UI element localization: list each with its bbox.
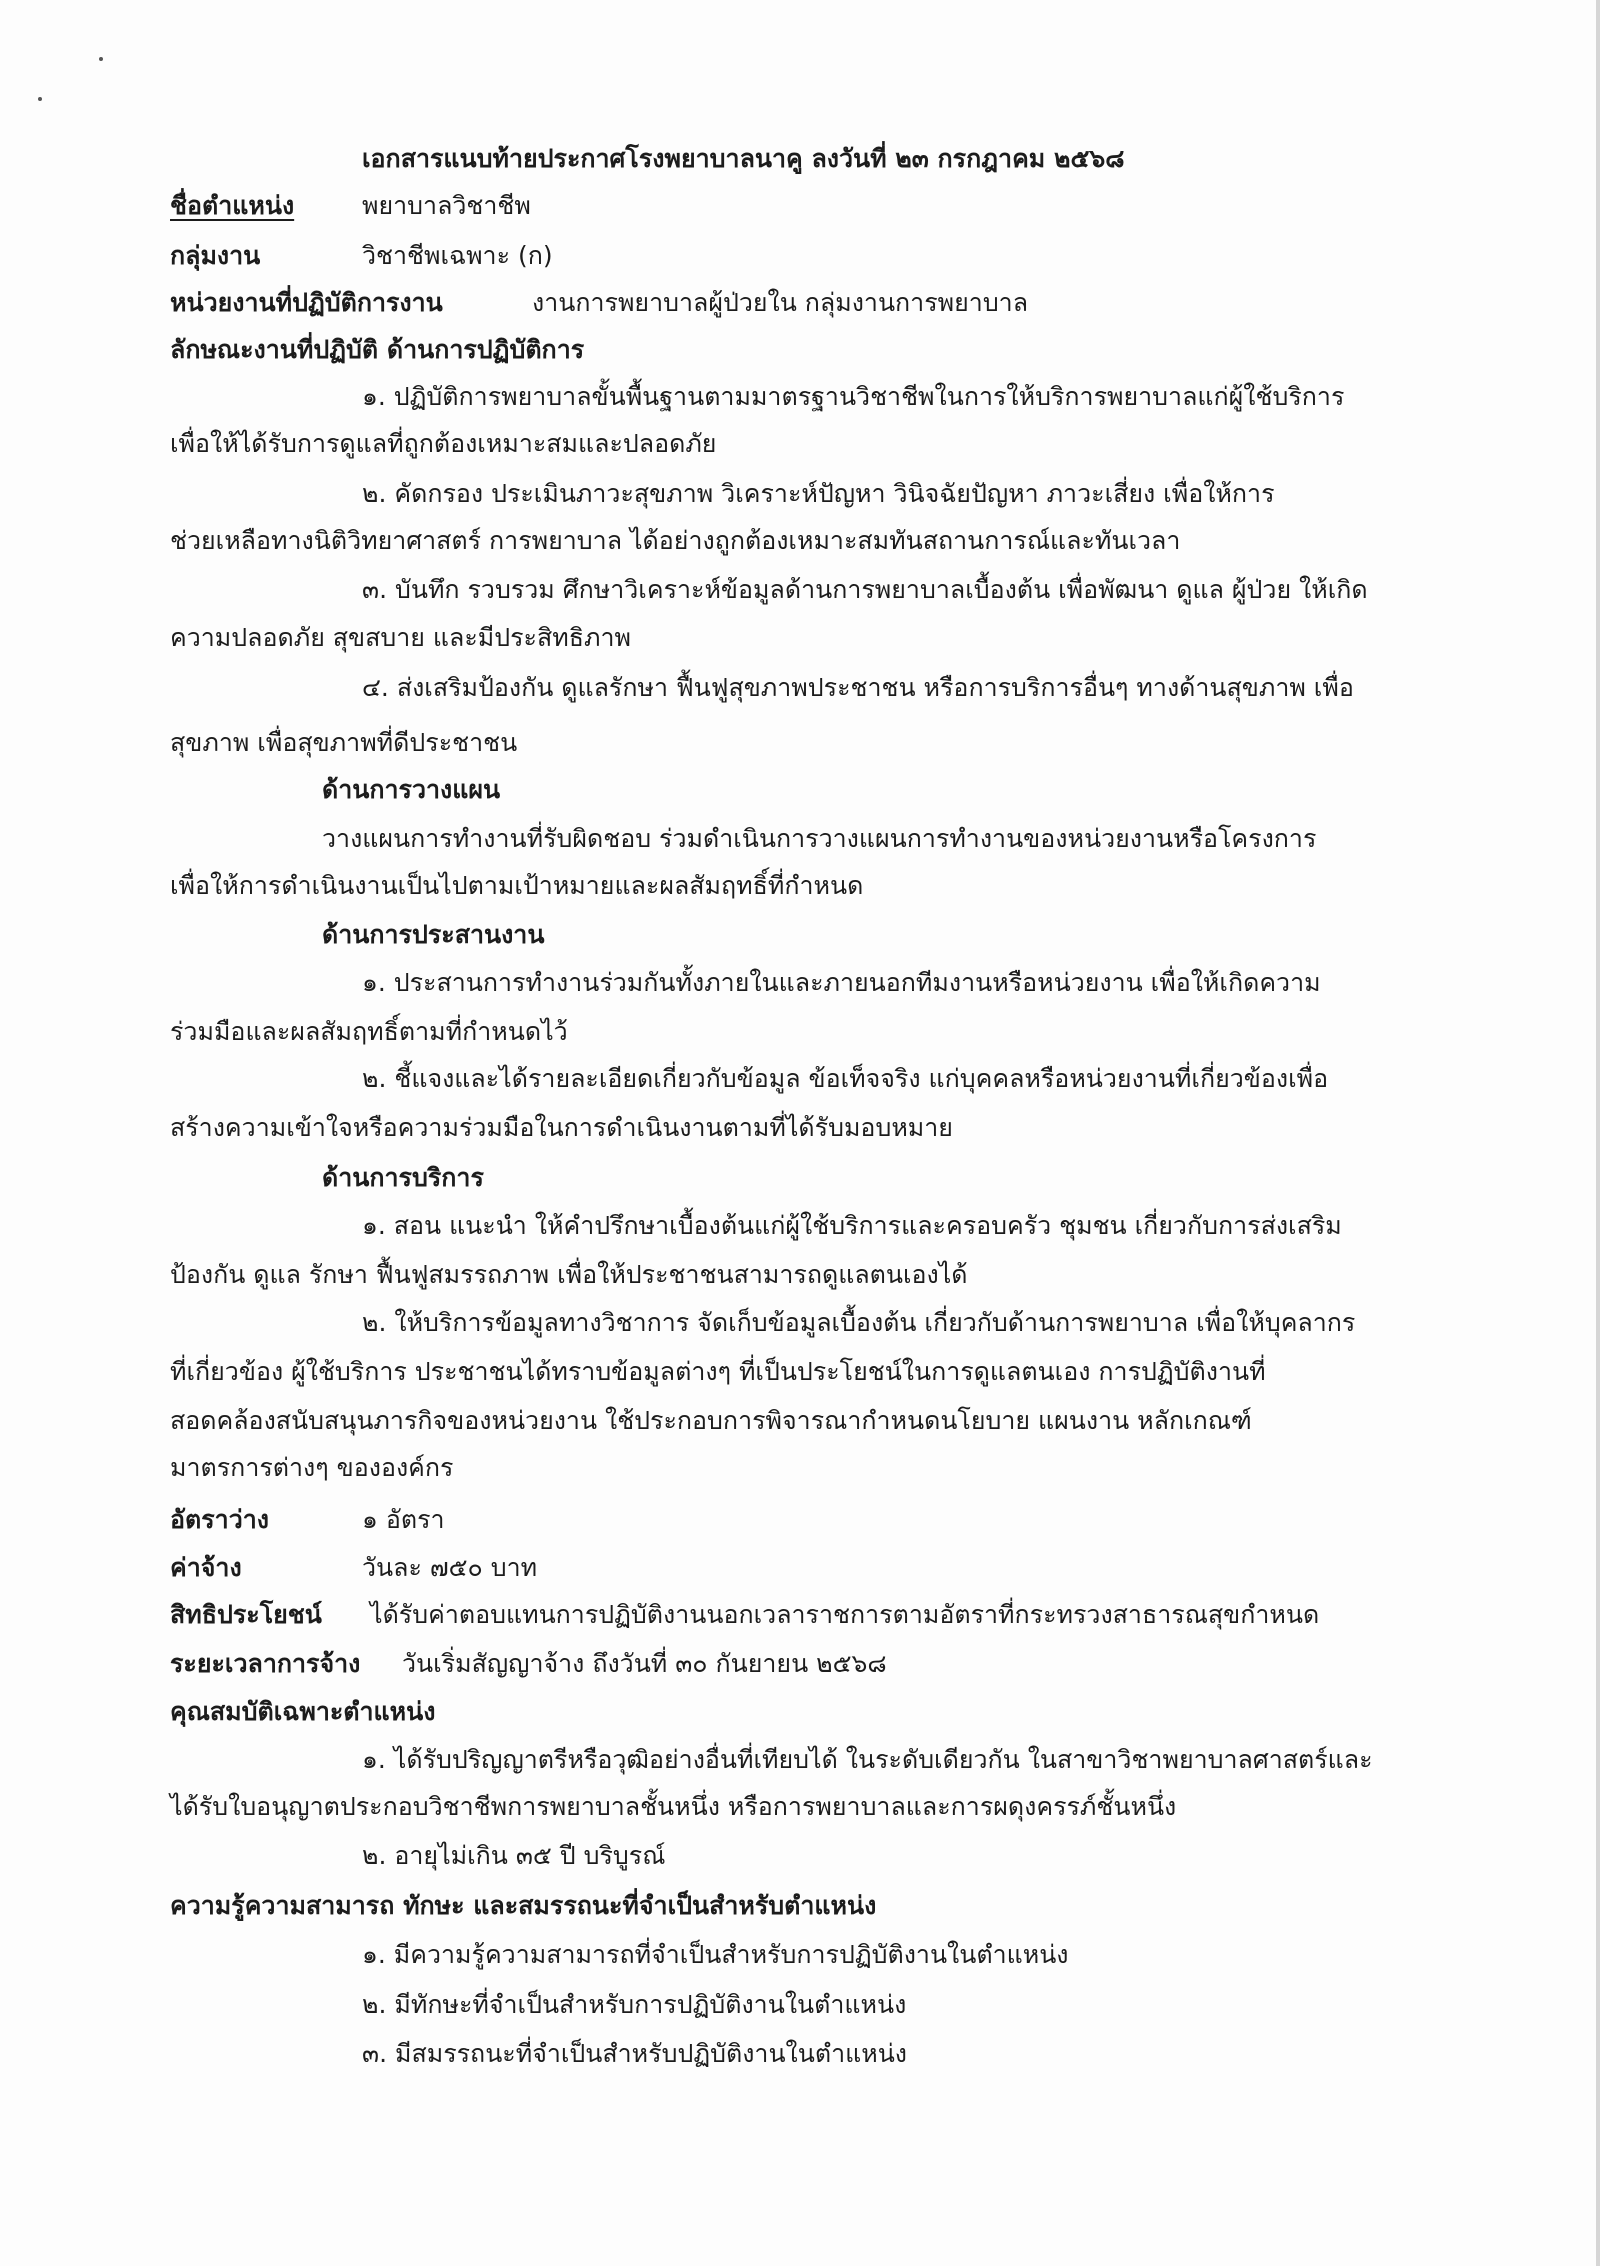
operations-item-3-line-2: ความปลอดภัย สุขสบาย และมีประสิทธิภาพ	[170, 623, 631, 652]
vacancy-value: ๑ อัตรา	[362, 1505, 445, 1534]
unit-label: หน่วยงานที่ปฏิบัติการงาน	[170, 288, 443, 317]
operations-item-2-line-2: ช่วยเหลือทางนิติวิทยาศาสตร์ การพยาบาล ได้อย่างถูกต้องเหมาะสมทันสถานการณ์และทันเวลา	[170, 526, 1181, 555]
service-item-2-line-1: ๒. ให้บริการข้อมูลทางวิชาการ จัดเก็บข้อมูลเบื้องต้น เกี่ยวกับด้านการพยาบาล เพื่อให้บุคลากร	[362, 1308, 1356, 1337]
competencies-item-3: ๓. มีสมรรถนะที่จำเป็นสำหรับปฏิบัติงานในตำแหน่ง	[362, 2039, 908, 2068]
competencies-item-1: ๑. มีความรู้ความสามารถที่จำเป็นสำหรับการปฏิบัติงานในตำแหน่ง	[362, 1940, 1069, 1969]
page-edge-shadow	[1596, 0, 1600, 2266]
position-value: พยาบาลวิชาชีพ	[362, 191, 531, 220]
coordination-item-2-line-1: ๒. ชี้แจงและได้รายละเอียดเกี่ยวกับข้อมูล ข้อเท็จจริง แก่บุคคลหรือหน่วยงานที่เกี่ยวข้องเพื่อ	[362, 1064, 1329, 1093]
coordination-item-1-line-1: ๑. ประสานการทำงานร่วมกันทั้งภายในและภายนอกทีมงานหรือหน่วยงาน เพื่อให้เกิดความ	[362, 968, 1321, 997]
period-label: ระยะเวลาการจ้าง	[170, 1649, 361, 1678]
operations-item-3-line-1: ๓. บันทึก รวบรวม ศึกษาวิเคราะห์ข้อมูลด้านการพยาบาลเบื้องต้น เพื่อพัฒนา ดูแล ผู้ป่วย ให้เกิด	[362, 575, 1368, 604]
duties-heading: ลักษณะงานที่ปฏิบัติ ด้านการปฏิบัติการ	[170, 335, 585, 364]
operations-item-2-line-1: ๒. คัดกรอง ประเมินภาวะสุขภาพ วิเคราะห์ปัญหา วินิจฉัยปัญหา ภาวะเสี่ยง เพื่อให้การ	[362, 479, 1275, 508]
service-item-1-line-2: ป้องกัน ดูแล รักษา ฟื้นฟูสมรรถภาพ เพื่อให้ประชาชนสามารถดูแลตนเองได้	[170, 1260, 968, 1289]
group-label: กลุ่มงาน	[170, 241, 261, 270]
period-value: วันเริ่มสัญญาจ้าง ถึงวันที่ ๓๐ กันยายน ๒๕๖๘	[402, 1649, 887, 1678]
position-label: ชื่อตำแหน่ง	[170, 191, 295, 220]
qualifications-heading: คุณสมบัติเฉพาะตำแหน่ง	[170, 1697, 436, 1726]
group-value: วิชาชีพเฉพาะ (ก)	[362, 241, 553, 270]
operations-item-4-line-2: สุขภาพ เพื่อสุขภาพที่ดีประชาชน	[170, 728, 518, 757]
operations-item-4-line-1: ๔. ส่งเสริมป้องกัน ดูแลรักษา ฟื้นฟูสุขภาพประชาชน หรือการบริการอื่นๆ ทางด้านสุขภาพ เพื่อ	[362, 673, 1354, 702]
service-item-1-line-1: ๑. สอน แนะนำ ให้คำปรึกษาเบื้องต้นแก่ผู้ใช้บริการและครอบครัว ชุมชน เกี่ยวกับการส่งเสริม	[362, 1211, 1342, 1240]
benefits-label: สิทธิประโยชน์	[170, 1600, 322, 1629]
planning-line-1: วางแผนการทำงานที่รับผิดชอบ ร่วมดำเนินการวางแผนการทำงานของหน่วยงานหรือโครงการ	[322, 824, 1317, 853]
unit-value: งานการพยาบาลผู้ป่วยใน กลุ่มงานการพยาบาล	[532, 288, 1029, 317]
qualifications-item-2: ๒. อายุไม่เกิน ๓๕ ปี บริบูรณ์	[362, 1841, 666, 1870]
wage-value: วันละ ๗๕๐ บาท	[362, 1553, 538, 1582]
coordination-item-1-line-2: ร่วมมือและผลสัมฤทธิ์ตามที่กำหนดไว้	[170, 1017, 568, 1046]
scan-speck	[99, 57, 103, 61]
service-item-2-line-3: สอดคล้องสนับสนุนภารกิจของหน่วยงาน ใช้ประกอบการพิจารณากำหนดนโยบาย แผนงาน หลักเกณฑ์	[170, 1406, 1252, 1435]
service-heading: ด้านการบริการ	[322, 1163, 484, 1192]
coordination-heading: ด้านการประสานงาน	[322, 920, 545, 949]
benefits-value: ได้รับค่าตอบแทนการปฏิบัติงานนอกเวลาราชการตามอัตราที่กระทรวงสาธารณสุขกำหนด	[370, 1600, 1320, 1629]
wage-label: ค่าจ้าง	[170, 1553, 242, 1582]
qualifications-item-1-line-2: ได้รับใบอนุญาตประกอบวิชาชีพการพยาบาลชั้นหนึ่ง หรือการพยาบาลและการผดุงครรภ์ชั้นหนึ่ง	[170, 1792, 1177, 1821]
service-item-2-line-2: ที่เกี่ยวข้อง ผู้ใช้บริการ ประชาชนได้ทราบข้อมูลต่างๆ ที่เป็นประโยชน์ในการดูแลตนเอง การปฏิบัติงานที่	[170, 1357, 1266, 1386]
planning-line-2: เพื่อให้การดำเนินงานเป็นไปตามเป้าหมายและผลสัมฤทธิ์ที่กำหนด	[170, 871, 864, 900]
service-item-2-line-4: มาตรการต่างๆ ขององค์กร	[170, 1453, 454, 1482]
scan-speck	[38, 97, 42, 101]
competencies-heading: ความรู้ความสามารถ ทักษะ และสมรรถนะที่จำเป็นสำหรับตำแหน่ง	[170, 1891, 877, 1920]
document-title: เอกสารแนบท้ายประกาศโรงพยาบาลนาคู ลงวันที่ ๒๓ กรกฎาคม ๒๕๖๘	[362, 144, 1125, 173]
coordination-item-2-line-2: สร้างความเข้าใจหรือความร่วมมือในการดำเนินงานตามที่ได้รับมอบหมาย	[170, 1113, 953, 1142]
operations-item-1-line-2: เพื่อให้ได้รับการดูแลที่ถูกต้องเหมาะสมและปลอดภัย	[170, 429, 717, 458]
planning-heading: ด้านการวางแผน	[322, 775, 501, 804]
vacancy-label: อัตราว่าง	[170, 1505, 269, 1534]
competencies-item-2: ๒. มีทักษะที่จำเป็นสำหรับการปฏิบัติงานในตำแหน่ง	[362, 1990, 907, 2019]
operations-item-1-line-1: ๑. ปฏิบัติการพยาบาลขั้นพื้นฐานตามมาตรฐานวิชาชีพในการให้บริการพยาบาลแก่ผู้ใช้บริการ	[362, 382, 1345, 411]
qualifications-item-1-line-1: ๑. ได้รับปริญญาตรีหรือวุฒิอย่างอื่นที่เทียบได้ ในระดับเดียวกัน ในสาขาวิชาพยาบาลศาสตร์และ	[362, 1745, 1373, 1774]
